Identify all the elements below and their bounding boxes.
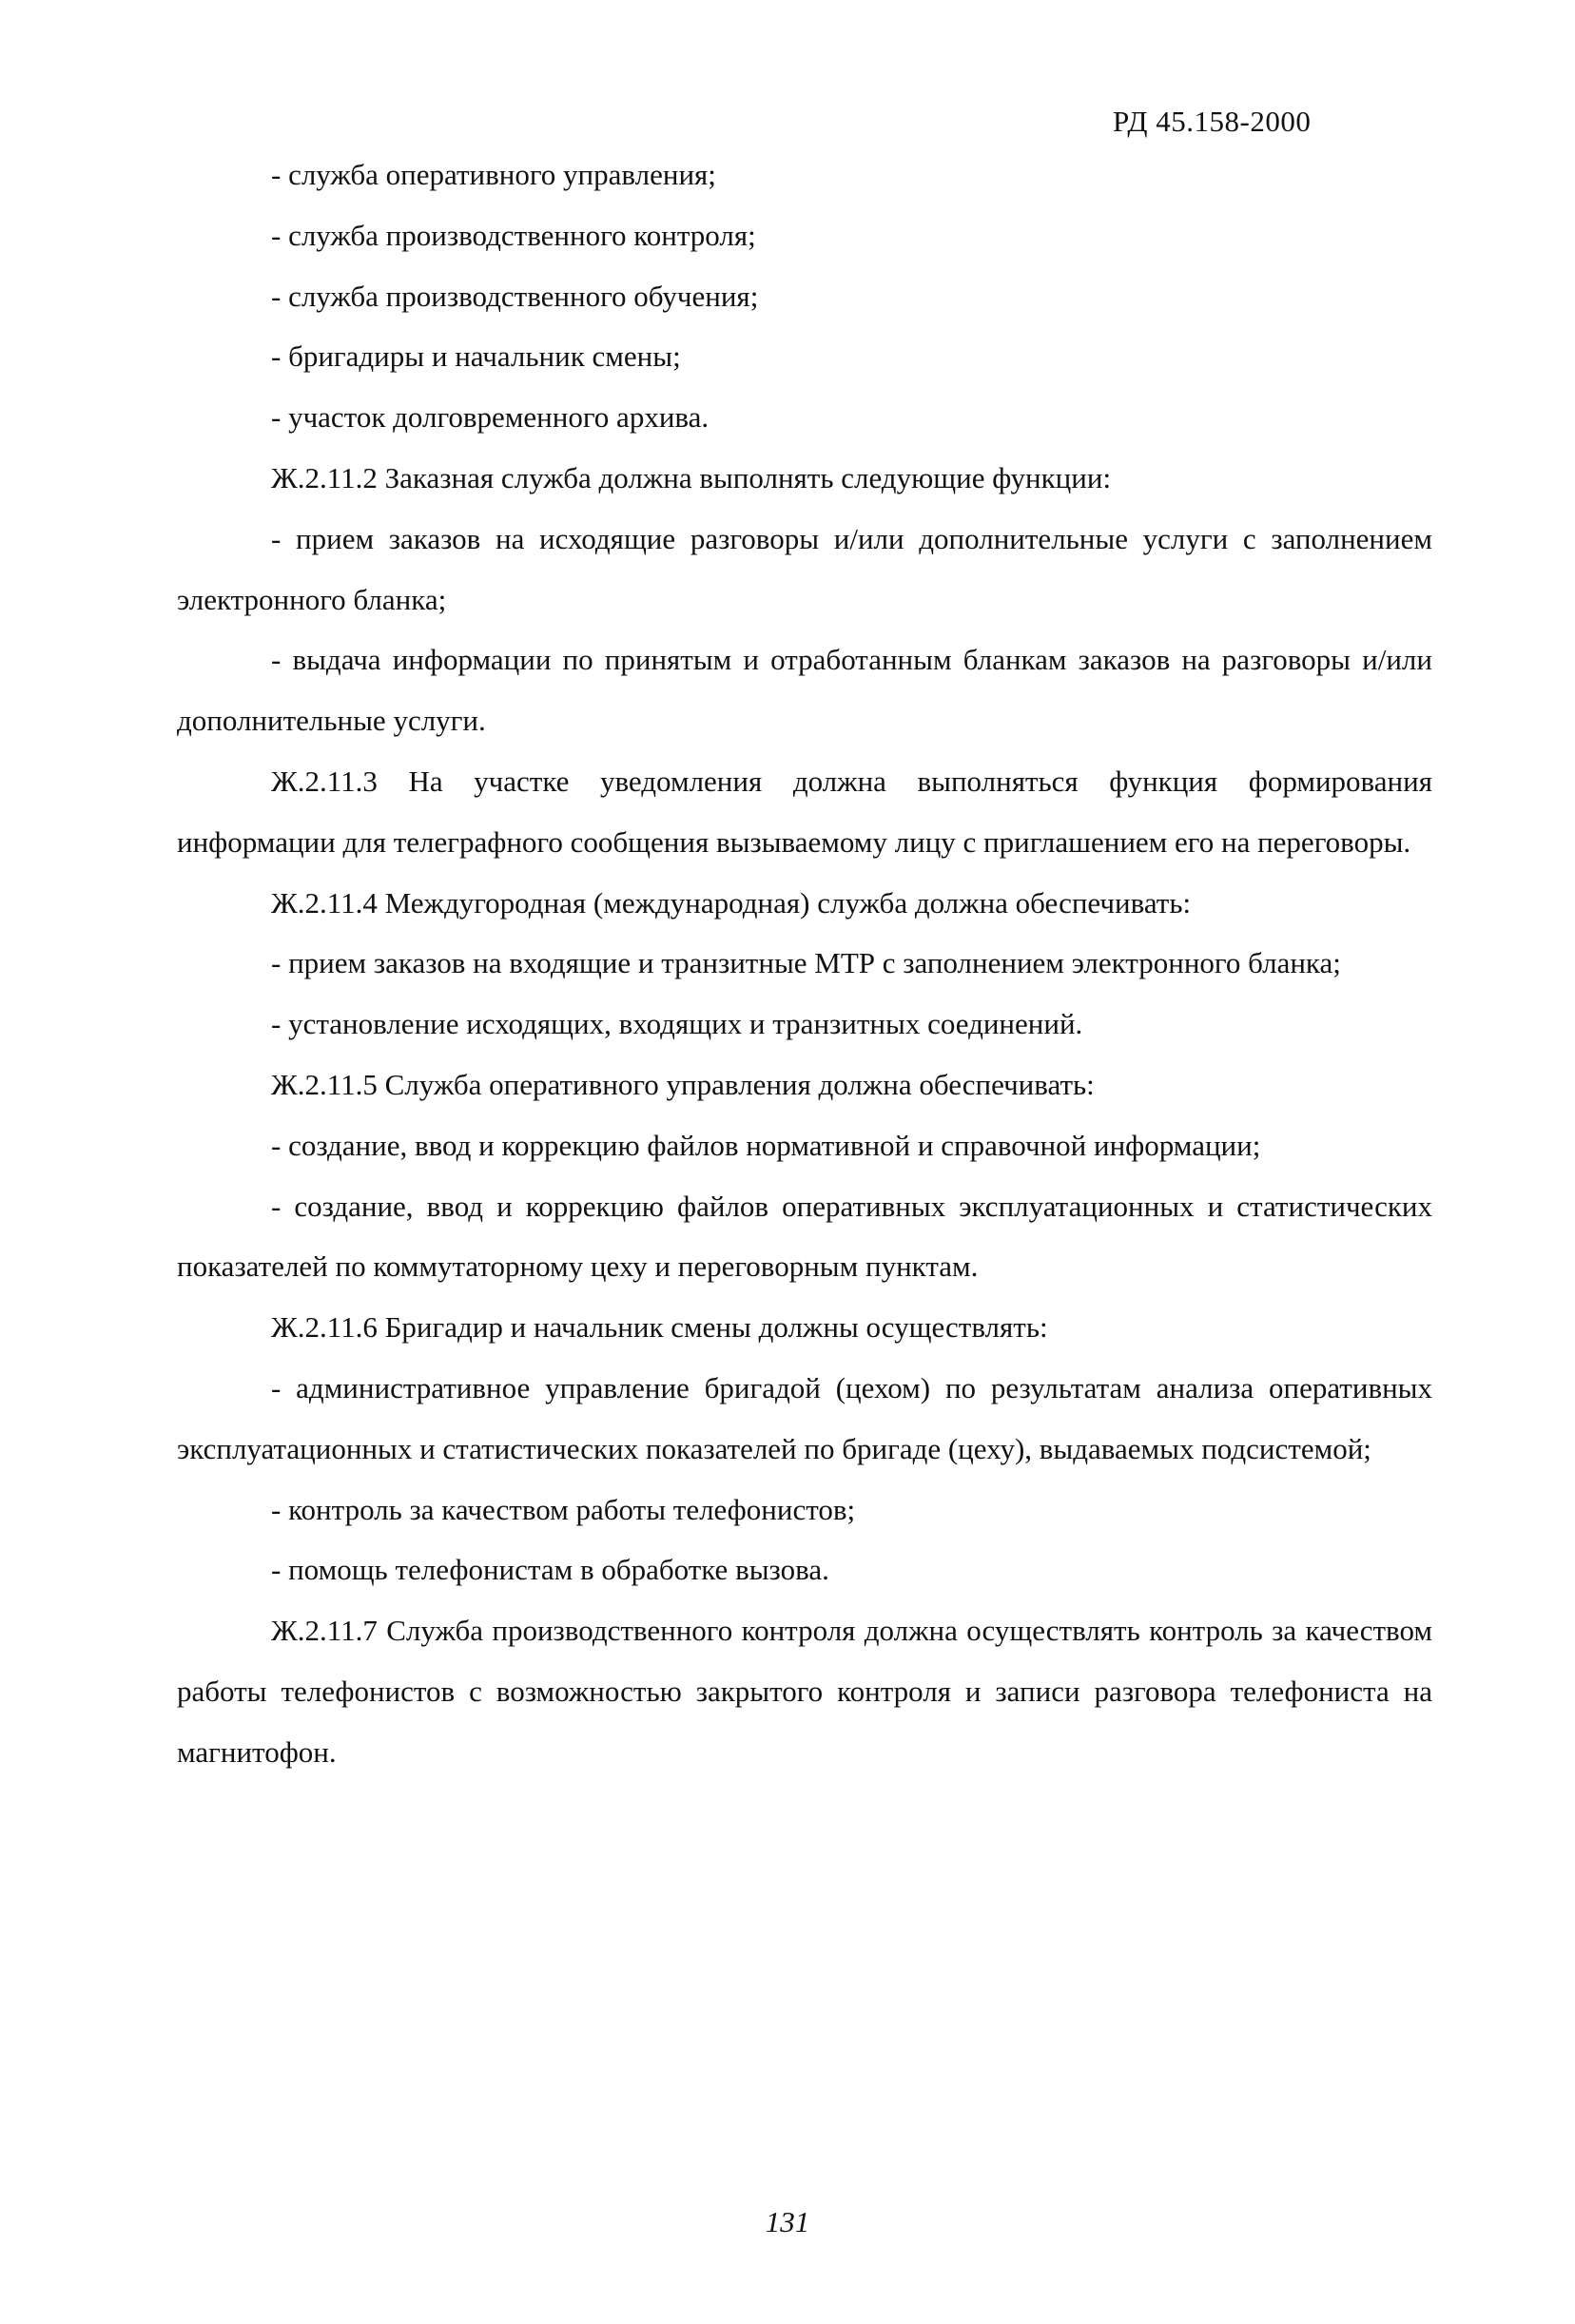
list-item: - участок долговременного архива. [271,400,710,435]
list-item: - установление исходящих, входящих и транзитных соединений. [271,1007,1083,1041]
clause-paragraph: Ж.2.11.3 На участке уведомления должна выполняться функция формирования информации для телеграфного сообщения вызываемому лицу с приглашением его на переговоры. [177,764,1432,859]
list-item: - контроль за качеством работы телефонистов; [271,1492,856,1526]
list-item: - создание, ввод и коррекцию файлов оперативных эксплуатационных и статистических показателей по коммутаторному цеху и переговорным пунктам. [177,1189,1432,1284]
list-item: - административное управление бригадой (цехом) по результатам анализа оперативных эксплуатационных и статистических показателей по бригаде (цеху), выдаваемых подсистемой; [177,1370,1432,1465]
clause-paragraph: Ж.2.11.2 Заказная служба должна выполнять следующие функции: [271,460,1112,494]
list-item: - помощь телефонистам в обработке вызова. [271,1553,829,1587]
clause-paragraph: Ж.2.11.6 Бригадир и начальник смены должны осуществлять: [271,1310,1048,1345]
document-code: РД 45.158-2000 [1113,105,1312,138]
page-number: 131 [765,2205,810,2238]
clause-paragraph: Ж.2.11.5 Служба оперативного управления должна обеспечивать: [271,1067,1095,1101]
clause-paragraph: Ж.2.11.4 Междугородная (международная) служба должна обеспечивать: [271,885,1192,920]
list-item: - прием заказов на исходящие разговоры и/или дополнительные услуги с заполнением электронного бланка; [177,521,1432,616]
list-item: - служба производственного контроля; [271,218,756,252]
list-item: - выдача информации по принятым и отработанным бланкам заказов на разговоры и/или дополнительные услуги. [177,643,1432,738]
list-item: - служба оперативного управления; [271,158,716,191]
document-body [177,145,1432,1783]
list-item: - служба производственного обучения; [271,279,759,313]
list-item: - прием заказов на входящие и транзитные МТР с заполнением электронного бланка; [271,946,1341,980]
list-item: - бригадиры и начальник смены; [271,339,681,374]
clause-paragraph: Ж.2.11.7 Служба производственного контроля должна осуществлять контроль за качеством работы телефонистов с возможностью закрытого контроля и записи разговора телефониста на магнитофон. [177,1614,1432,1769]
list-item: - создание, ввод и коррекцию файлов нормативной и справочной информации; [271,1128,1261,1162]
